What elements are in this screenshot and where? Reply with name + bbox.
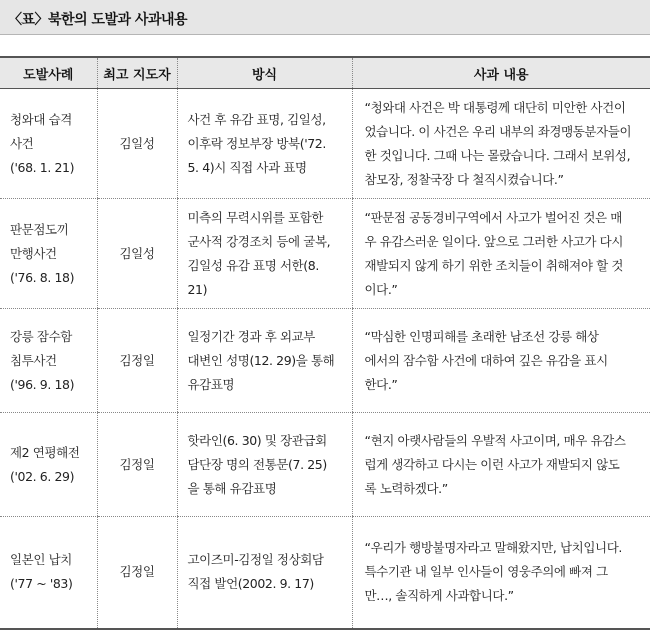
method-cell: [177, 413, 352, 517]
case-cell: [0, 89, 97, 199]
case-cell: [0, 309, 97, 413]
method-line: 이후락 정보부장 방북('72.: [187, 135, 326, 151]
apology-cell: [352, 199, 650, 309]
leader-cell: 김일성: [97, 89, 177, 199]
apology-line: 었습니다. 이 사건은 우리 내부의 좌경맹동분자들이: [364, 123, 632, 139]
method-line: 직접 발언(2002. 9. 17): [187, 576, 314, 592]
case-line: 강릉 잠수함: [10, 328, 72, 344]
header-case: 도발사례: [0, 57, 97, 89]
table-title: 〈표〉북한의 도발과 사과내용: [8, 12, 188, 28]
apology-line: 럽게 생각하고 다시는 이런 사고가 재발되지 않도: [364, 456, 620, 472]
case-line: 제2 연평해전: [10, 444, 80, 460]
header-apology: 사과 내용: [352, 57, 650, 89]
table-row: [0, 199, 650, 309]
table-title-bar: [0, 0, 650, 35]
apology-line: 록 노력하겠다.”: [364, 480, 448, 496]
apology-line: “우리가 행방불명자라고 말해왔지만, 납치입니다.: [364, 540, 622, 556]
apology-line: 우 유감스러운 일이다. 앞으로 그러한 사고가 다시: [364, 233, 624, 249]
method-cell: [177, 309, 352, 413]
apology-line: 만…, 솔직하게 사과합니다.”: [364, 588, 514, 604]
apology-cell: [352, 89, 650, 199]
case-cell: [0, 413, 97, 517]
apology-line: 참모장, 정찰국장 다 철직시켰습니다.”: [364, 171, 564, 187]
case-date: ('68. 1. 21): [10, 159, 75, 175]
leader-cell: 김일성: [97, 199, 177, 309]
case-cell: [0, 199, 97, 309]
apology-line: “막심한 인명피해를 초래한 남조선 강릉 해상: [364, 328, 599, 344]
apology-line: 한 것입니다. 그때 나는 몰랐습니다. 그래서 보위성,: [364, 147, 631, 163]
method-line: 을 통해 유감표명: [187, 480, 277, 496]
apology-cell: [352, 413, 650, 517]
method-line: 담단장 명의 전통문(7. 25): [187, 456, 327, 472]
header-row: [0, 57, 650, 89]
leader-cell: 김정일: [97, 309, 177, 413]
provocation-apology-table: [0, 56, 650, 630]
case-line: 청와대 습격: [10, 111, 72, 127]
header-leader: 최고 지도자: [97, 57, 177, 89]
case-date: ('77 ~ '83): [10, 576, 73, 592]
method-cell: [177, 89, 352, 199]
method-line: 대변인 성명(12. 29)을 통해: [187, 352, 335, 368]
table-row: [0, 413, 650, 517]
leader-cell: 김정일: [97, 413, 177, 517]
method-line: 5. 4)시 직접 사과 표명: [187, 159, 307, 175]
case-line: 만행사건: [10, 245, 57, 261]
apology-line: 이다.”: [364, 281, 398, 297]
case-line: 일본인 납치: [10, 552, 72, 568]
case-line: 사건: [10, 135, 34, 151]
method-line: 사건 후 유감 표명, 김일성,: [187, 111, 326, 127]
header-method: 방식: [177, 57, 352, 89]
method-line: 일정기간 경과 후 외교부: [187, 328, 315, 344]
apology-cell: [352, 309, 650, 413]
case-cell: [0, 517, 97, 629]
table-row: [0, 89, 650, 199]
leader-cell: 김정일: [97, 517, 177, 629]
apology-line: 재발되지 않게 하기 위한 조치들이 취해져야 할 것: [364, 257, 624, 273]
table-row: [0, 517, 650, 629]
method-line: 핫라인(6. 30) 및 장관급회: [187, 432, 327, 448]
apology-line: 에서의 잠수함 사건에 대하여 깊은 유감을 표시: [364, 352, 608, 368]
case-line: 침투사건: [10, 352, 57, 368]
apology-line: 특수기관 내 일부 인사들이 영웅주의에 빠져 그: [364, 564, 608, 580]
apology-line: “현지 아랫사람들의 우발적 사고이며, 매우 유감스: [364, 432, 626, 448]
method-cell: [177, 199, 352, 309]
table-row: [0, 309, 650, 413]
method-line: 고이즈미-김정일 정상회담: [187, 552, 324, 568]
case-date: ('76. 8. 18): [10, 269, 75, 285]
case-date: ('96. 9. 18): [10, 376, 75, 392]
method-line: 군사적 강경조치 등에 굴복,: [187, 233, 331, 249]
method-line: 21): [187, 281, 208, 297]
method-line: 미측의 무력시위를 포함한: [187, 209, 324, 225]
method-cell: [177, 517, 352, 629]
apology-line: “청와대 사건은 박 대통령께 대단히 미안한 사건이: [364, 99, 626, 115]
case-date: ('02. 6. 29): [10, 468, 75, 484]
apology-cell: [352, 517, 650, 629]
case-line: 판문점도끼: [10, 221, 69, 237]
method-line: 김일성 유감 표명 서한(8.: [187, 257, 319, 273]
method-line: 유감표명: [187, 376, 235, 392]
apology-line: 한다.”: [364, 376, 398, 392]
apology-line: “판문점 공동경비구역에서 사고가 벌어진 것은 매: [364, 209, 622, 225]
